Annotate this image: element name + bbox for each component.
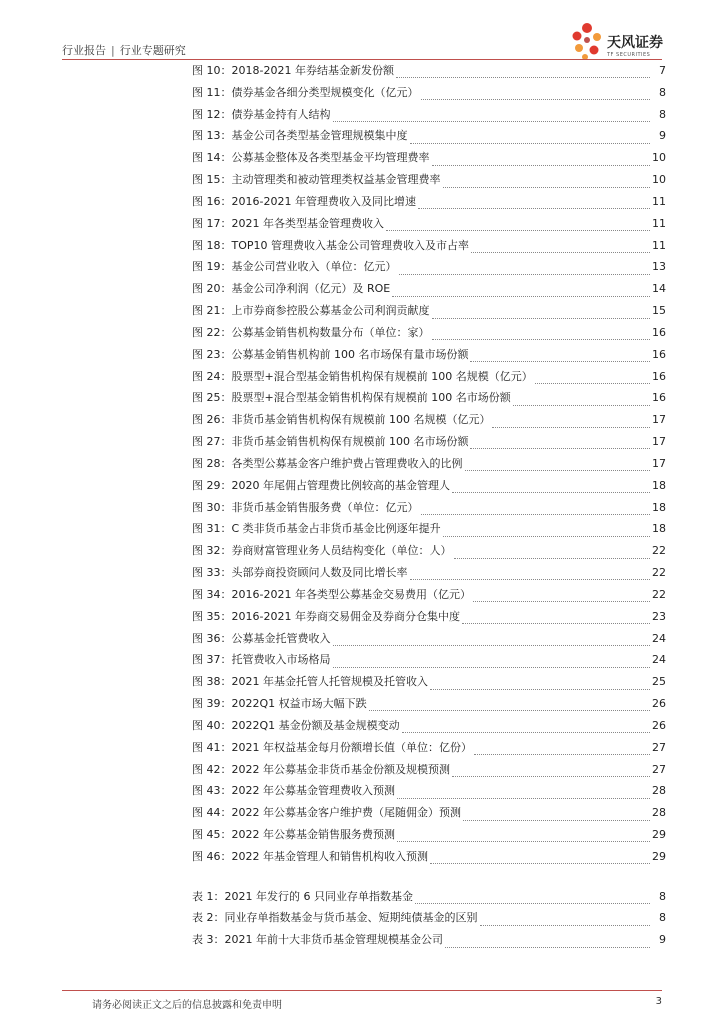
toc-leader-dots: [333, 645, 651, 646]
header-category: 行业专题研究: [119, 44, 186, 57]
toc-figure-entry[interactable]: [192, 848, 666, 870]
toc-entry-page: 29: [652, 827, 666, 841]
toc-entry-page: 9: [659, 129, 666, 143]
toc-entry-page: 11: [652, 216, 666, 230]
toc-entry-page: 15: [652, 304, 666, 318]
footer-page-number: 3: [655, 996, 662, 1007]
toc-entry-label: 图 13：基金公司各类型基金管理规模集中度: [192, 129, 408, 143]
toc-leader-dots: [480, 925, 651, 926]
toc-entry-page: 22: [652, 566, 666, 580]
toc-leader-dots: [474, 754, 650, 755]
toc-entry-label: 图 19：基金公司营业收入（单位：亿元）: [192, 260, 397, 274]
toc-leader-dots: [396, 77, 650, 78]
toc-figure-entry[interactable]: [192, 302, 666, 324]
toc-figure-entry[interactable]: [192, 171, 666, 193]
toc-leader-dots: [333, 121, 651, 122]
toc-figure-entry[interactable]: [192, 739, 666, 761]
toc-leader-dots: [470, 361, 650, 362]
toc-figure-entry[interactable]: [192, 411, 666, 433]
toc-entry-label: 图 32：券商财富管理业务人员结构变化（单位：人）: [192, 544, 452, 558]
toc-entry-label: 图 45：2022 年公募基金销售服务费预测: [192, 827, 395, 841]
toc-entry-page: 8: [659, 85, 666, 99]
toc-figure-entry[interactable]: [192, 630, 666, 652]
toc-figure-entry[interactable]: [192, 106, 666, 128]
toc-leader-dots: [443, 536, 650, 537]
toc-figure-entry[interactable]: [192, 695, 666, 717]
toc-entry-page: 8: [659, 889, 666, 903]
toc-entry-page: 29: [652, 849, 666, 863]
toc-figure-entry[interactable]: [192, 215, 666, 237]
toc-entry-page: 16: [652, 347, 666, 361]
toc-leader-dots: [430, 863, 650, 864]
logo-flower-icon: [567, 20, 607, 62]
toc-figure-entry[interactable]: [192, 477, 666, 499]
toc-figure-entry[interactable]: [192, 673, 666, 695]
toc-entry-page: 28: [652, 806, 666, 820]
toc-entry-label: 图 35：2016-2021 年券商交易佣金及券商分仓集中度: [192, 609, 460, 623]
toc-figure-entry[interactable]: [192, 258, 666, 280]
toc-leader-dots: [392, 296, 650, 297]
toc-entry-page: 26: [652, 718, 666, 732]
toc-entry-label: 图 39：2022Q1 权益市场大幅下跌: [192, 697, 367, 711]
toc-entry-page: 27: [652, 740, 666, 754]
toc-entry-page: 16: [652, 325, 666, 339]
toc-entry-label: 图 21：上市券商参控股公募基金公司利润贡献度: [192, 304, 430, 318]
toc-figure-entry[interactable]: [192, 346, 666, 368]
toc-figure-entry[interactable]: [192, 324, 666, 346]
logo-subtitle: TF SECURITIES: [607, 52, 651, 58]
toc-entry-page: 14: [652, 282, 666, 296]
toc-figure-entry[interactable]: [192, 455, 666, 477]
toc-figure-entry[interactable]: [192, 433, 666, 455]
toc-entry-label: 图 44：2022 年公募基金客户维护费（尾随佣金）预测: [192, 806, 461, 820]
toc-leader-dots: [470, 448, 650, 449]
toc-entry-label: 图 18：TOP10 管理费收入基金公司管理费收入及市占率: [192, 238, 469, 252]
toc-entry-label: 图 40：2022Q1 基金份额及基金规模变动: [192, 718, 400, 732]
toc-entry-page: 26: [652, 697, 666, 711]
toc-leader-dots: [432, 318, 651, 319]
toc-figure-entry[interactable]: [192, 586, 666, 608]
table-list: [192, 888, 666, 953]
toc-entry-page: 18: [652, 478, 666, 492]
toc-entry-label: 图 20：基金公司净利润（亿元）及 ROE: [192, 282, 391, 296]
toc-entry-page: 8: [659, 107, 666, 121]
toc-entry-label: 图 11：债券基金各细分类型规模变化（亿元）: [192, 85, 419, 99]
toc-entry-page: 8: [659, 911, 666, 925]
toc-figure-entry[interactable]: [192, 542, 666, 564]
toc-entry-page: 10: [652, 173, 666, 187]
toc-entry-label: 图 16：2016-2021 年管理费收入及同比增速: [192, 194, 416, 208]
toc-figure-entry[interactable]: [192, 368, 666, 390]
toc-entry-label: 图 10：2018-2021 年券结基金新发份额: [192, 64, 394, 77]
toc-leader-dots: [513, 405, 650, 406]
toc-entry-page: 16: [652, 391, 666, 405]
toc-figure-entry[interactable]: [192, 520, 666, 542]
toc-figure-entry[interactable]: [192, 127, 666, 149]
toc-entry-label: 图 34：2016-2021 年各类型公募基金交易费用（亿元）: [192, 587, 471, 601]
toc-entry-page: 22: [652, 587, 666, 601]
footer-disclaimer: 请务必阅读正文之后的信息披露和免责申明: [92, 1000, 282, 1011]
toc-leader-dots: [452, 776, 650, 777]
toc-leader-dots: [465, 470, 651, 471]
header-rule: [62, 59, 662, 60]
toc-figure-entry[interactable]: [192, 499, 666, 521]
logo-name: 天风证券: [607, 35, 663, 51]
toc-leader-dots: [421, 514, 651, 515]
toc-entry-label: 图 12：债券基金持有人结构: [192, 107, 331, 121]
toc-entry-label: 图 42：2022 年公募基金非货币基金份额及规模预测: [192, 762, 450, 776]
toc-entry-label: 图 24：股票型+混合型基金销售机构保有规模前 100 名规模（亿元）: [192, 369, 533, 383]
toc-entry-page: 11: [652, 194, 666, 208]
report-header: [62, 42, 186, 58]
toc-leader-dots: [399, 274, 651, 275]
toc-leader-dots: [445, 947, 650, 948]
toc-entry-label: 图 36：公募基金托管费收入: [192, 631, 331, 645]
toc-entry-label: 图 23：公募基金销售机构前 100 名市场保有量市场份额: [192, 347, 469, 361]
toc-figure-entry[interactable]: [192, 84, 666, 106]
toc-leader-dots: [471, 252, 650, 253]
toc-leader-dots: [432, 165, 651, 166]
toc-leader-dots: [492, 427, 650, 428]
toc-entry-label: 图 43：2022 年公募基金管理费收入预测: [192, 784, 395, 798]
toc-figure-entry[interactable]: [192, 149, 666, 171]
toc-figure-entry[interactable]: [192, 804, 666, 826]
toc-entry-page: 17: [652, 456, 666, 470]
figure-list: [192, 62, 666, 870]
toc-entry-page: 28: [652, 784, 666, 798]
toc-entry-label: 表 2：同业存单指数基金与货币基金、短期纯债基金的区别: [192, 911, 478, 925]
toc-entry-page: 17: [652, 435, 666, 449]
toc-entry-page: 9: [659, 933, 666, 947]
toc-entry-label: 图 25：股票型+混合型基金销售机构保有规模前 100 名市场份额: [192, 391, 511, 405]
toc-leader-dots: [402, 732, 650, 733]
header-section: 行业报告: [62, 44, 106, 57]
toc-leader-dots: [462, 623, 650, 624]
toc-entry-page: 10: [652, 151, 666, 165]
toc-entry-label: 图 28：各类型公募基金客户维护费占管理费收入的比例: [192, 456, 463, 470]
toc-entry-page: 18: [652, 522, 666, 536]
toc-entry-label: 表 1：2021 年发行的 6 只同业存单指数基金: [192, 889, 413, 903]
toc-entry-page: 24: [652, 653, 666, 667]
footer-rule: [62, 990, 662, 991]
toc-figure-entry[interactable]: [192, 564, 666, 586]
toc-leader-dots: [386, 230, 650, 231]
toc-entry-page: 17: [652, 413, 666, 427]
toc-entry-page: 24: [652, 631, 666, 645]
toc-table-entry[interactable]: [192, 931, 666, 953]
toc-entry-page: 23: [652, 609, 666, 623]
toc-entry-label: 图 37：托管费收入市场格局: [192, 653, 331, 667]
toc-figure-entry[interactable]: [192, 608, 666, 630]
toc-entry-label: 图 46：2022 年基金管理人和销售机构收入预测: [192, 849, 428, 863]
toc-leader-dots: [418, 208, 650, 209]
toc-leader-dots: [397, 798, 650, 799]
toc-leader-dots: [415, 903, 650, 904]
toc-entry-page: 11: [652, 238, 666, 252]
toc-leader-dots: [369, 710, 650, 711]
toc-figure-entry[interactable]: [192, 782, 666, 804]
toc-figure-entry[interactable]: [192, 193, 666, 215]
toc-entry-label: 图 31：C 类非货币基金占非货币基金比例逐年提升: [192, 522, 441, 536]
toc-entry-label: 表 3：2021 年前十大非货币基金管理规模基金公司: [192, 933, 443, 947]
toc-figure-entry[interactable]: [192, 389, 666, 411]
toc-entry-label: 图 15：主动管理类和被动管理类权益基金管理费率: [192, 173, 441, 187]
toc-leader-dots: [430, 689, 650, 690]
toc-entry-label: 图 38：2021 年基金托管人托管规模及托管收入: [192, 675, 428, 689]
toc-figure-entry[interactable]: [192, 280, 666, 302]
toc-entry-page: 27: [652, 762, 666, 776]
toc-leader-dots: [443, 187, 651, 188]
toc-table-entry[interactable]: [192, 909, 666, 931]
toc-figure-entry[interactable]: [192, 717, 666, 739]
toc-leader-dots: [454, 558, 651, 559]
toc-figure-entry[interactable]: [192, 62, 666, 84]
toc-entry-label: 图 33：头部券商投资顾问人数及同比增长率: [192, 566, 408, 580]
toc-entry-label: 图 22：公募基金销售机构数量分布（单位：家）: [192, 325, 430, 339]
toc-leader-dots: [535, 383, 650, 384]
toc-entry-page: 7: [659, 64, 666, 77]
table-of-contents: [192, 62, 666, 953]
toc-leader-dots: [421, 99, 651, 100]
toc-entry-page: 25: [652, 675, 666, 689]
toc-entry-page: 18: [652, 500, 666, 514]
toc-figure-entry[interactable]: [192, 237, 666, 259]
toc-leader-dots: [473, 601, 650, 602]
toc-leader-dots: [333, 667, 651, 668]
toc-leader-dots: [463, 820, 650, 821]
toc-leader-dots: [452, 492, 650, 493]
toc-entry-label: 图 26：非货币基金销售机构保有规模前 100 名规模（亿元）: [192, 413, 491, 427]
toc-leader-dots: [410, 143, 651, 144]
toc-figure-entry[interactable]: [192, 761, 666, 783]
toc-entry-label: 图 17：2021 年各类型基金管理费收入: [192, 216, 384, 230]
company-logo: [567, 20, 677, 62]
toc-figure-entry[interactable]: [192, 826, 666, 848]
toc-leader-dots: [397, 841, 650, 842]
toc-entry-label: 图 14：公募基金整体及各类型基金平均管理费率: [192, 151, 430, 165]
list-gap: [192, 870, 666, 888]
toc-leader-dots: [432, 339, 651, 340]
toc-table-entry[interactable]: [192, 888, 666, 910]
toc-entry-page: 22: [652, 544, 666, 558]
toc-entry-page: 13: [652, 260, 666, 274]
toc-figure-entry[interactable]: [192, 651, 666, 673]
toc-entry-page: 16: [652, 369, 666, 383]
header-separator: |: [111, 44, 115, 57]
toc-leader-dots: [410, 579, 651, 580]
toc-entry-label: 图 41：2021 年权益基金每月份额增长值（单位：亿份）: [192, 740, 472, 754]
toc-entry-label: 图 29：2020 年尾佣占管理费比例较高的基金管理人: [192, 478, 450, 492]
toc-entry-label: 图 30：非货币基金销售服务费（单位：亿元）: [192, 500, 419, 514]
toc-entry-label: 图 27：非货币基金销售机构保有规模前 100 名市场份额: [192, 435, 469, 449]
